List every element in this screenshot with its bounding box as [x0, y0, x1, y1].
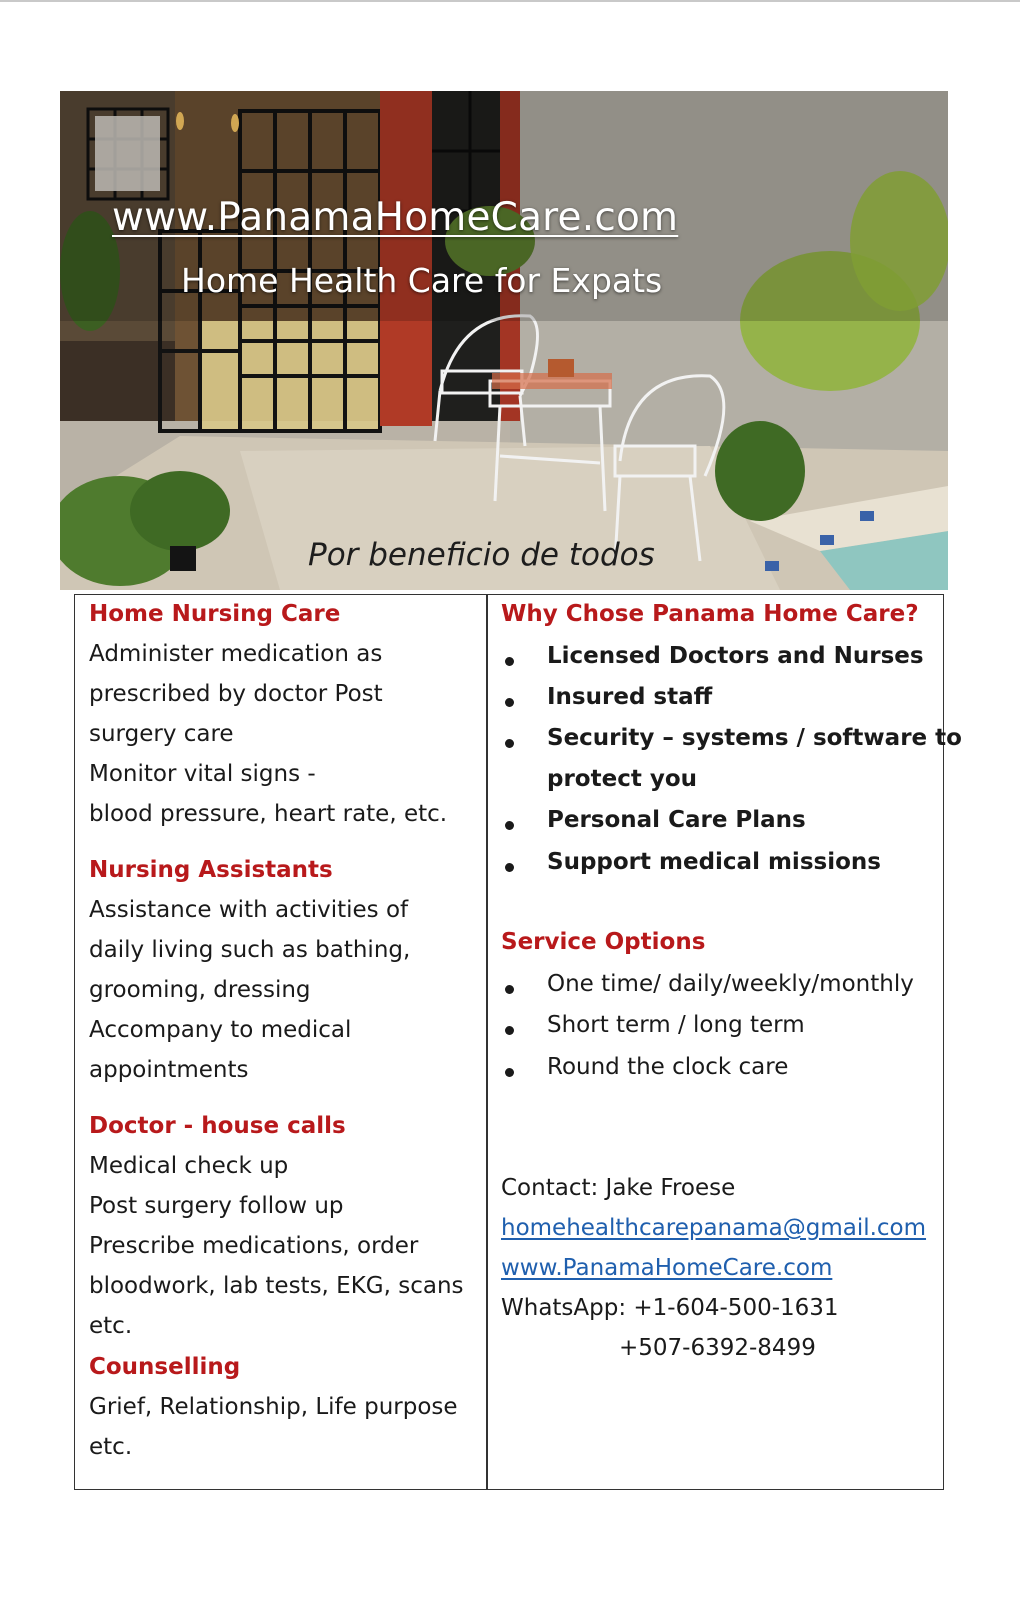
- hero-subtitle: Home Health Care for Expats: [181, 261, 663, 300]
- nursing-line: Administer medication as: [89, 641, 383, 667]
- nursing-assistants-heading: Nursing Assistants: [89, 857, 333, 883]
- list-item: [501, 971, 941, 1011]
- bullet-icon: [505, 1026, 514, 1035]
- option-item: One time/ daily/weekly/monthly: [547, 971, 914, 997]
- list-item: [501, 684, 941, 724]
- contact-email-link[interactable]: homehealthcarepanama@gmail.com: [501, 1215, 927, 1241]
- doctor-line: etc.: [89, 1313, 133, 1339]
- doctor-line: Post surgery follow up: [89, 1193, 344, 1219]
- patio-illustration: [60, 91, 948, 590]
- nursing-line: surgery care: [89, 721, 234, 747]
- services-table: [74, 594, 962, 1490]
- why-choose-heading: Why Chose Panama Home Care?: [501, 601, 919, 627]
- why-item-continuation: protect you: [547, 766, 698, 792]
- counselling-heading: Counselling: [89, 1354, 241, 1380]
- list-item: [501, 643, 941, 683]
- hero-motto: Por beneficio de todos: [308, 537, 655, 573]
- option-item: Round the clock care: [547, 1054, 789, 1080]
- assistants-line: appointments: [89, 1057, 249, 1083]
- why-item: Support medical missions: [547, 849, 881, 875]
- assistants-line: daily living such as bathing,: [89, 937, 411, 963]
- contact-name: Contact: Jake Froese: [501, 1175, 736, 1201]
- contact-whatsapp: WhatsApp: +1-604-500-1631: [501, 1295, 839, 1321]
- bullet-icon: [505, 863, 514, 872]
- assistants-line: Assistance with activities of: [89, 897, 409, 923]
- assistants-line: grooming, dressing: [89, 977, 311, 1003]
- bullet-icon: [505, 739, 514, 748]
- doctor-house-calls-heading: Doctor - house calls: [89, 1113, 346, 1139]
- why-item: Licensed Doctors and Nurses: [547, 643, 924, 669]
- list-item: [501, 849, 941, 889]
- nursing-line: prescribed by doctor Post: [89, 681, 383, 707]
- doctor-line: Medical check up: [89, 1153, 289, 1179]
- nursing-line: blood pressure, heart rate, etc.: [89, 801, 448, 827]
- bullet-icon: [505, 1068, 514, 1077]
- why-item: Personal Care Plans: [547, 807, 806, 833]
- hero-website-url[interactable]: www.PanamaHomeCare.com: [112, 195, 679, 240]
- option-item: Short term / long term: [547, 1012, 805, 1038]
- column-divider: [486, 595, 488, 1489]
- bullet-icon: [505, 698, 514, 707]
- bullet-icon: [505, 821, 514, 830]
- list-item: [501, 1054, 941, 1094]
- contact-website-link[interactable]: www.PanamaHomeCare.com: [501, 1255, 833, 1281]
- contact-phone-2: +507-6392-8499: [619, 1335, 816, 1361]
- nursing-line: Monitor vital signs -: [89, 761, 316, 787]
- list-item: [501, 1012, 941, 1052]
- home-nursing-heading: Home Nursing Care: [89, 601, 341, 627]
- bullet-icon: [505, 657, 514, 666]
- assistants-line: Accompany to medical: [89, 1017, 352, 1043]
- why-item: Security – systems / software to: [547, 725, 962, 751]
- counselling-line: Grief, Relationship, Life purpose: [89, 1394, 458, 1420]
- top-border-line: [0, 0, 1020, 2]
- list-item: [501, 725, 962, 765]
- list-item: [501, 807, 941, 847]
- why-item: Insured staff: [547, 684, 713, 710]
- bullet-icon: [505, 985, 514, 994]
- counselling-line: etc.: [89, 1434, 133, 1460]
- doctor-line: bloodwork, lab tests, EKG, scans: [89, 1273, 464, 1299]
- service-options-heading: Service Options: [501, 929, 706, 955]
- doctor-line: Prescribe medications, order: [89, 1233, 419, 1259]
- hero-photo: [60, 91, 948, 590]
